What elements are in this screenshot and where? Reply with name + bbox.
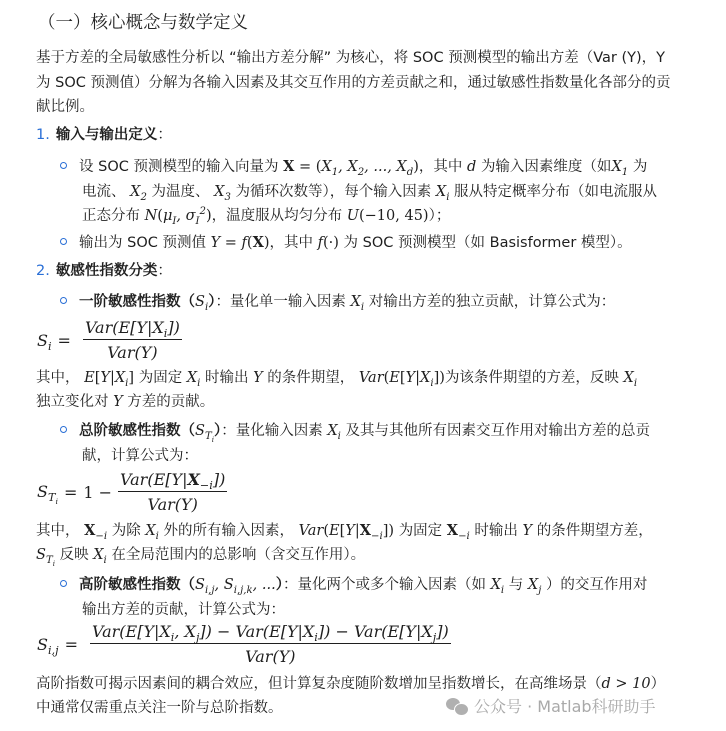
text: 独立变化对 [36,394,109,410]
text: ，温度服从均匀分布 [211,208,343,224]
text: 的条件期望方差， [536,523,653,539]
math-input-vector: $X = (X_1$, $X_2$, ..., $X_d$) [283,158,419,178]
text: 与 [508,577,524,593]
text: 为除 [111,523,141,539]
index-name: 高阶敏感性指数 [79,577,181,593]
math-xi: $X_i$ [490,577,505,596]
math-normal-dist: $N(\mu_I$, $\sigma_I^2$) [144,206,212,227]
bullet-output-definition [60,236,632,251]
list-number: 1. [36,127,50,143]
list-item-title: 敏感性指数分类 [55,263,158,279]
intro-line-2: 为 SOC 预测值）分解为各输入因素及其交互作用的方差贡献之和，通过敏感性指数量化各部分的贡 [36,75,671,91]
text: 为固定 [398,523,443,539]
math-d: d [467,159,477,175]
text: 反映 [59,547,89,563]
text: ：量化两个或多个输入因素（如 [282,577,486,593]
math: $Var(E[Y|X_{-i}])$ [298,522,395,542]
text: 输出为 SOC 预测值 [79,235,206,251]
math-x2: $X_2$ [130,184,147,203]
math: $X_i$ [88,547,107,566]
math-f: f(·) [317,235,339,251]
math: $E[Y|X_i]$ [84,370,135,389]
bullet-icon [60,297,67,304]
math: $X_{-i}$ [446,522,470,542]
first-order-note-line-1 [36,370,638,389]
text: ：量化输入因素 [221,423,323,439]
math: $X_i$ [140,523,159,542]
wechat-icon [446,697,468,715]
text: 为 [632,159,648,175]
bullet-icon [60,238,67,245]
index-name: 一阶敏感性指数 [79,294,181,310]
math: Y [248,370,263,386]
total-order-note-line-2 [36,547,366,568]
bullet-icon [60,426,67,433]
bullet-higher-order-index: 高阶敏感性指数（$S_{i,j}$, $S_{i,j,k}$, ...）：量化两个或多个输入因素（如 $X_i$ 与 $X_j$ ）的交互作用对 [60,578,647,593]
text: ，其中 [269,235,314,251]
text: ） [650,676,666,692]
section-heading: （一）核心概念与数学定义 [38,13,248,33]
higher-order-desc-line-2: 输出方差的贡献，计算公式为： [82,602,285,618]
text: 高阶指数可揭示因素间的耦合效应，但计算复杂度随阶数增加呈指数增长，在高维场景（ [36,676,602,692]
math: $X_{-i}$ [84,522,108,542]
bullet-first-order-index: 一阶敏感性指数$(S_i)$：量化单一输入因素 $X_i$ 对输出方差的独立贡献，计算公式为： [60,295,615,310]
math-si: $S_i$ [195,294,209,313]
math: $X_i$ [623,370,638,389]
formula-first-order: $S_i$ = $\frac{Var(E[Y|X_i])}{\text{Var(Y)}}$ [37,318,180,362]
math-y-equals-fx: Y = f(X) [210,234,270,251]
list-item-title: 输入与输出定义 [55,127,158,143]
math-x3: $X_3$ [214,184,231,203]
text: 为循环次数等），每个输入因素 [235,184,432,200]
text: 外的所有输入因素， [163,523,295,539]
text: ，其中 [418,159,463,175]
total-order-desc-line-2: 献，计算公式为： [82,448,198,464]
closing-line-2: 中通常仅需重点关注一阶与总阶指数。 [36,700,283,716]
text: 及其与其他所有因素交互作用对输出方差的总贡 [345,423,651,439]
watermark-text: 公众号 · Matlab科研助手 [474,697,656,716]
formula-total-order: $S_{T_i}$ = 1 − $\frac{Var(E[Y|X_{-i}])}{\text{Var(Y)}}$ [37,470,226,514]
total-order-note-line-1 [36,522,653,542]
colon: ： [157,263,172,279]
bullet-icon [60,580,67,587]
text: 方差的贡献。 [127,394,215,410]
text: 电流、 [82,184,126,200]
watermark [446,694,656,717]
list-item-2-heading [36,264,172,279]
math-xj: $X_j$ [527,577,542,596]
text: 设 SOC 预测模型的输入向量为 [79,159,279,175]
text: 服从特定概率分布（如电流服从 [454,184,658,200]
text: 时输出 [474,523,518,539]
math: Y [108,394,128,410]
text: 时输出 [205,370,249,386]
math-x1: $X_1$ [611,159,629,178]
text: 为固定 [138,370,183,386]
text: ）； [428,208,451,224]
math-sti: $S_{T_i}$ [195,423,214,444]
math-xi: $X_i$ [435,184,450,203]
closing-line-1 [36,677,665,692]
text: ：量化单一输入因素 [215,294,346,310]
text: 其中， [36,370,80,386]
colon: ： [157,127,172,143]
text: 其中， [36,523,80,539]
list-item-1-heading [36,128,172,143]
formula-one-minus: 1 − [83,482,113,502]
formula-higher-order: $S_{i,j}$ = $\frac{Var(E[Y|X_i, X_j]) - Var(E[Y|X_i]) - Var(E[Y|X_j])}{\text{Var(Y)}}$ [37,622,449,666]
text: 为输入因素维度（如 [480,159,612,175]
first-order-note-line-2 [36,395,214,410]
text: 为 SOC 预测模型（如 Basisformer 模型）。 [343,235,632,251]
math-d-gt-10: d > 10 [601,676,651,692]
math: $S_{T_i}$ [36,547,55,568]
bullet-icon [60,162,67,169]
bullet-input-definition-line-3 [82,206,451,227]
math-uniform-dist: U(−10, 45) [346,208,429,224]
text: 的条件期望， [267,370,355,386]
bullet-input-definition-line-2 [82,184,658,203]
text: 正态分布 [82,208,140,224]
math: $X_i$ [182,370,201,389]
text: 为该条件期望的方差，反映 [444,370,619,386]
math: Y [517,523,537,539]
math: $Var(E[Y|X_i])$ [358,370,445,389]
text: 在全局范围内的总影响（含交互作用）。 [111,547,366,563]
index-name: 总阶敏感性指数 [79,423,181,439]
text: 为温度、 [151,184,210,200]
text: ）的交互作用对 [545,577,648,593]
intro-line-3: 献比例。 [36,99,94,115]
math-xi: $X_i$ [350,294,365,313]
list-number: 2. [36,263,50,279]
math-sij: $S_{i,j}$, $S_{i,j,k}$, ... [195,577,276,596]
bullet-input-definition [60,158,648,178]
intro-line-1: 基于方差的全局敏感性分析以 “输出方差分解” 为核心，将 SOC 预测模型的输出方差（Var (Y)，Y [36,50,665,66]
math-xi: $X_i$ [327,423,341,442]
text: 对输出方差的独立贡献，计算公式为： [368,294,616,310]
bullet-total-order-index: 总阶敏感性指数$(S_{T_i})$：量化输入因素 $X_i$ 及其与其他所有因素交互作用对输出方差的总贡 [60,424,650,440]
